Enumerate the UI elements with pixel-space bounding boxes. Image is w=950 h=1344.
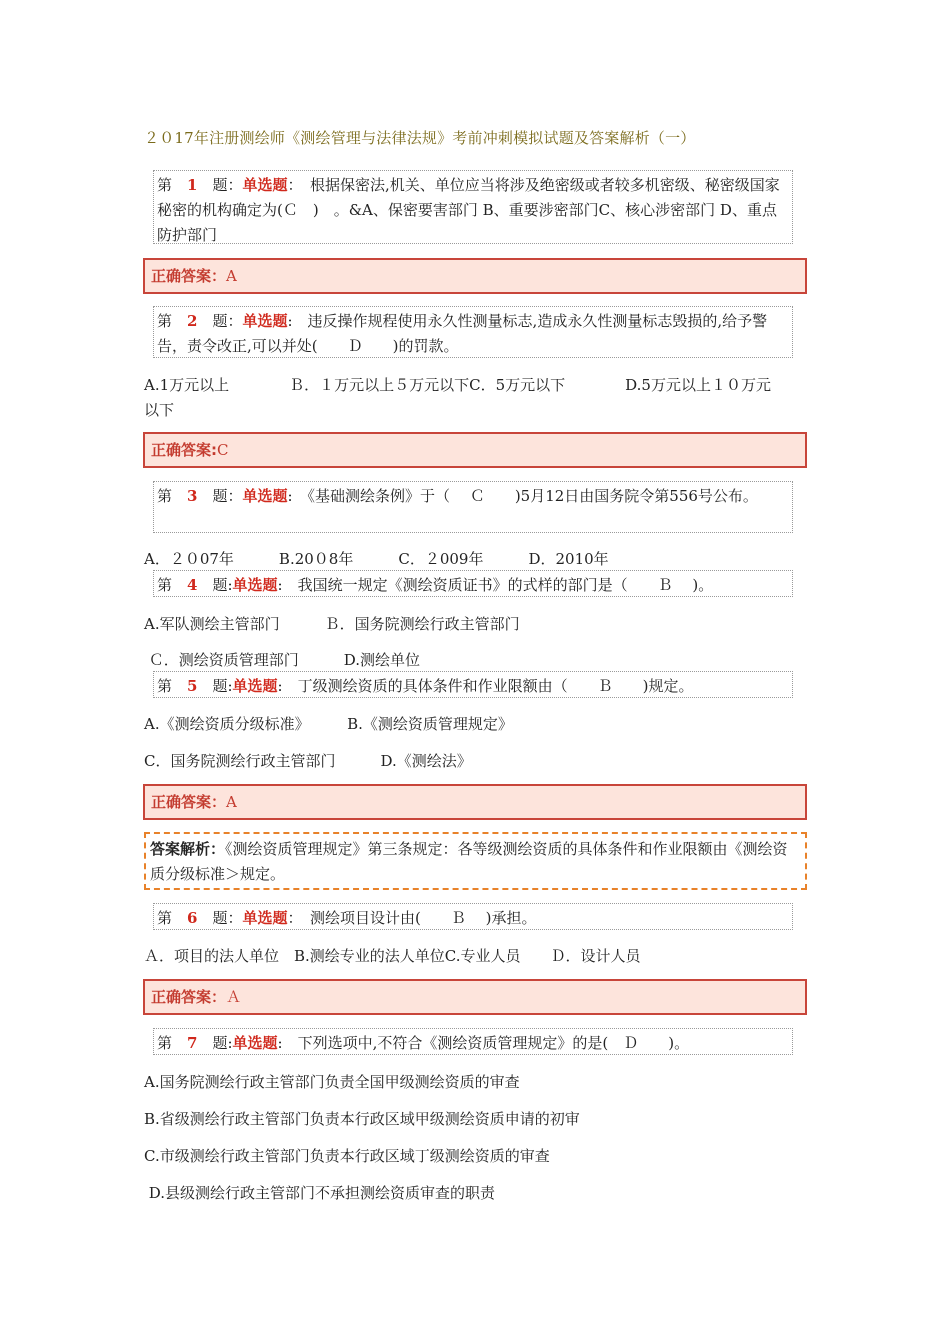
answer-box-6 <box>143 979 807 1015</box>
question-prefix: 第 <box>157 487 188 505</box>
question-text: 根据保密法,机关、单位应当将涉及绝密级或者较多机密级、秘密级国家秘密的机构确定为(Ｃ ) 。&A、保密要害部门 B、重要涉密部门C、核心涉密部门 D、重点防护部门 <box>157 176 780 244</box>
answer-label: 正确答案： <box>151 267 227 285</box>
question-colon: : <box>277 677 283 695</box>
answer-label: 正确答案： <box>151 988 227 1006</box>
question-prefix: 第 <box>157 677 188 695</box>
question-mid: 题: <box>197 1034 233 1052</box>
question-mid: 题： <box>197 176 243 194</box>
question-text: 下列选项中,不符合《测绘资质管理规定》的是( Ｄ )。 <box>282 1034 690 1052</box>
question-text: 《基础测绘条例》于（ Ｃ )5月12日由国务院令第556号公布。 <box>292 487 758 505</box>
options-line: A.《测绘资质分级标准》 B.《测绘资质管理规定》 <box>144 715 513 733</box>
question-type: 单选题 <box>232 677 278 695</box>
question-prefix: 第 <box>157 1034 188 1052</box>
question-type: 单选题 <box>242 312 288 330</box>
question-mid: 题: <box>197 576 233 594</box>
question-prefix: 第 <box>157 312 188 330</box>
question-2 <box>153 306 793 358</box>
options-line: A．２０07年 B.20０8年 C．２009年 D．2010年 <box>144 550 609 568</box>
options-line: A.1万元以上 Ｂ．１万元以上５万元以下C．5万元以下 D.5万元以上１０万元 <box>144 376 771 394</box>
question-number: 4 <box>187 576 198 594</box>
question-number: 5 <box>187 677 198 695</box>
question-prefix: 第 <box>157 909 188 927</box>
answer-explanation <box>144 832 807 890</box>
question-type: 单选题 <box>232 1034 278 1052</box>
explanation-label: 答案解析： <box>150 840 226 858</box>
answer-label: 正确答案: <box>151 441 217 459</box>
page-title: ２０17年注册测绘师《测绘管理与法律法规》考前冲刺模拟试题及答案解析（一） <box>144 129 696 147</box>
question-number: 6 <box>187 909 198 927</box>
question-type: 单选题 <box>242 487 288 505</box>
question-3 <box>153 481 793 533</box>
question-5 <box>153 671 793 698</box>
question-colon: ： <box>287 176 295 194</box>
question-number: 7 <box>187 1034 198 1052</box>
options-line: 以下 <box>144 401 175 419</box>
question-text: 我国统一规定《测绘资质证书》的式样的部门是（ Ｂ )。 <box>282 576 714 594</box>
question-number: 2 <box>187 312 198 330</box>
options-line: Ａ．项目的法人单位 B.测绘专业的法人单位C.专业人员 Ｄ．设计人员 <box>144 947 641 965</box>
question-7 <box>153 1028 793 1055</box>
option-b: B.省级测绘行政主管部门负责本行政区域甲级测绘资质申请的初审 <box>144 1110 580 1128</box>
answer-box-1 <box>143 258 807 294</box>
question-colon: : <box>277 1034 283 1052</box>
question-text: 违反操作规程使用永久性测量标志,造成永久性测量标志毁损的,给予警告，责令改正,可以并处( Ｄ )的罚款。 <box>157 312 768 355</box>
question-prefix: 第 <box>157 176 188 194</box>
question-text: 丁级测绘资质的具体条件和作业限额由（ Ｂ )规定。 <box>282 677 694 695</box>
answer-label: 正确答案： <box>151 793 227 811</box>
explanation-text: 《测绘资质管理规定》第三条规定：各等级测绘资质的具体条件和作业限额由《测绘资质分级标准＞规定。 <box>150 840 788 883</box>
question-number: 1 <box>187 176 198 194</box>
question-mid: 题： <box>197 909 243 927</box>
options-line: A.军队测绘主管部门 Ｂ．国务院测绘行政主管部门 <box>144 615 520 633</box>
answer-value: A <box>226 793 237 811</box>
question-mid: 题: <box>197 677 233 695</box>
question-colon: ： <box>287 909 295 927</box>
question-type: 单选题 <box>242 176 288 194</box>
question-text: 测绘项目设计由( Ｂ )承担。 <box>295 909 537 927</box>
question-4 <box>153 570 793 597</box>
answer-box-5 <box>143 784 807 820</box>
question-number: 3 <box>187 487 198 505</box>
answer-box-2 <box>143 432 807 468</box>
question-mid: 题： <box>197 312 243 330</box>
question-mid: 题： <box>197 487 243 505</box>
question-colon: : <box>287 312 293 330</box>
question-prefix: 第 <box>157 576 188 594</box>
options-line: Ｃ．测绘资质管理部门 D.测绘单位 <box>144 651 421 669</box>
answer-value: A <box>226 267 237 285</box>
question-colon: : <box>287 487 293 505</box>
option-d: D.县级测绘行政主管部门不承担测绘资质审查的职责 <box>144 1184 496 1202</box>
option-a: A.国务院测绘行政主管部门负责全国甲级测绘资质的审查 <box>144 1073 520 1091</box>
question-type: 单选题 <box>232 576 278 594</box>
question-6 <box>153 903 793 930</box>
question-colon: : <box>277 576 283 594</box>
answer-value: C <box>217 441 229 459</box>
question-1 <box>153 170 793 244</box>
question-type: 单选题 <box>242 909 288 927</box>
options-line: C．国务院测绘行政主管部门 D.《测绘法》 <box>144 752 472 770</box>
answer-value: Ａ <box>226 988 242 1006</box>
option-c: C.市级测绘行政主管部门负责本行政区域丁级测绘资质的审查 <box>144 1147 550 1165</box>
